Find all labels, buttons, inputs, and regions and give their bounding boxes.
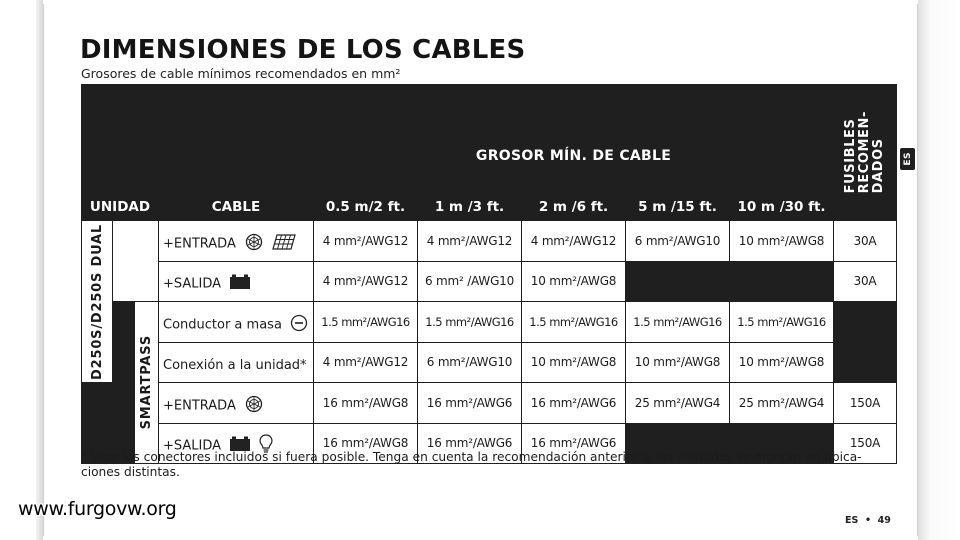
footnote — [81, 450, 896, 480]
value-cell: 4 mm²/AWG12 — [314, 342, 418, 383]
value-cell: 10 mm²/AWG8 — [626, 342, 730, 383]
header-length-1: 1 m /3 ft. — [418, 179, 522, 221]
empty-cell — [626, 261, 834, 302]
value-cell: 16 mm²/AWG8 — [314, 383, 418, 424]
cable-name: Conductor a masa — [163, 317, 282, 333]
value-cell: 6 mm²/AWG10 — [418, 342, 522, 383]
header-length-4: 10 m /30 ft. — [730, 179, 834, 221]
cable-name: +ENTRADA — [163, 236, 236, 252]
value-cell: 1.5 mm²/AWG16 — [522, 302, 626, 343]
unit-dual-spacer — [113, 221, 159, 302]
unit-spacer-black — [82, 383, 135, 424]
value-cell: 6 mm² /AWG10 — [418, 261, 522, 302]
header-length-3: 5 m /15 ft. — [626, 179, 730, 221]
language-tab — [900, 148, 915, 170]
header-length-2: 2 m /6 ft. — [522, 179, 626, 221]
unit-dual-cell — [82, 221, 113, 383]
page-edge-left — [36, 0, 43, 540]
value-cell: 16 mm²/AWG6 — [522, 423, 626, 464]
empty-cell — [834, 302, 897, 383]
unit-spacer-black — [113, 342, 135, 383]
header-group: GROSOR MÍN. DE CABLE — [314, 133, 834, 179]
value-cell: 4 mm²/AWG12 — [522, 221, 626, 262]
cable-name: Conexión a la unidad* — [163, 357, 307, 373]
ground-minus-icon — [290, 314, 308, 336]
cable-label — [159, 342, 314, 383]
solar-panel-icon — [272, 234, 296, 254]
value-cell: 4 mm²/AWG12 — [314, 221, 418, 262]
cable-label — [159, 221, 314, 262]
table-row — [82, 261, 897, 302]
footnote-line-2: ciones distintas. — [81, 465, 180, 479]
header-unidad: UNIDAD — [82, 179, 159, 221]
header-length-0: 0.5 m/2 ft. — [314, 179, 418, 221]
language-tab-label: ES — [902, 152, 913, 166]
value-cell: 16 mm²/AWG6 — [418, 383, 522, 424]
cable-name: +SALIDA — [163, 276, 222, 292]
alternator-icon — [244, 233, 264, 255]
fuse-cell: 30A — [834, 221, 897, 262]
value-cell: 1.5 mm²/AWG16 — [418, 302, 522, 343]
value-cell: 1.5 mm²/AWG16 — [626, 302, 730, 343]
table-row — [82, 383, 897, 424]
value-cell: 10 mm²/AWG8 — [730, 221, 834, 262]
header-cable: CABLE — [159, 179, 314, 221]
cable-label — [159, 383, 314, 424]
table-row — [82, 302, 897, 343]
unit-dual-label: D250S/D250S DUAL — [89, 223, 105, 380]
header-fuses — [834, 85, 897, 221]
unit-smartpass-label: SMARTPASS — [139, 335, 154, 430]
unit-smartpass-cell — [135, 302, 159, 464]
cable-label — [159, 261, 314, 302]
value-cell: 4 mm²/AWG12 — [418, 221, 522, 262]
value-cell: 10 mm²/AWG8 — [730, 342, 834, 383]
cable-name: +ENTRADA — [163, 398, 236, 414]
value-cell: 10 mm²/AWG8 — [522, 342, 626, 383]
value-cell: 25 mm²/AWG4 — [730, 383, 834, 424]
page-edge-right — [918, 0, 960, 540]
page-title: DIMENSIONES DE LOS CABLES — [80, 35, 526, 65]
value-cell: 6 mm²/AWG10 — [626, 221, 730, 262]
fuse-cell: 150A — [834, 383, 897, 424]
value-cell: 16 mm²/AWG8 — [314, 423, 418, 464]
watermark: www.furgovw.org — [18, 498, 177, 520]
value-cell: 25 mm²/AWG4 — [626, 383, 730, 424]
header-fuses-label: FUSIBLES RECOMEN- DADOS — [843, 111, 887, 194]
cable-size-table — [81, 84, 897, 464]
table-row — [82, 221, 897, 262]
value-cell: 4 mm²/AWG12 — [314, 261, 418, 302]
table-row — [82, 342, 897, 383]
value-cell: 16 mm²/AWG6 — [522, 383, 626, 424]
fuse-cell: 150A — [834, 423, 897, 464]
value-cell: 10 mm²/AWG8 — [522, 261, 626, 302]
cable-label — [159, 302, 314, 343]
alternator-icon — [244, 395, 264, 417]
battery-icon — [229, 274, 251, 294]
value-cell: 16 mm²/AWG6 — [418, 423, 522, 464]
page-subtitle: Grosores de cable mínimos recomendados en mm² — [81, 66, 401, 81]
cable-size-table-container — [81, 84, 896, 454]
footnote-line-1: * Usar los conectores incluidos si fuera posible. Tenga en cuenta la recomendación anterior si las unidades se montan en ubica- — [81, 450, 862, 464]
value-cell: 1.5 mm²/AWG16 — [730, 302, 834, 343]
value-cell: 1.5 mm²/AWG16 — [314, 302, 418, 343]
fuse-cell: 30A — [834, 261, 897, 302]
unit-spacer-black — [113, 302, 135, 343]
cable-name: +SALIDA — [163, 438, 222, 454]
page-number: ES • 49 — [845, 515, 891, 526]
header-spacer — [82, 85, 834, 133]
header-left-spacer — [82, 133, 314, 179]
